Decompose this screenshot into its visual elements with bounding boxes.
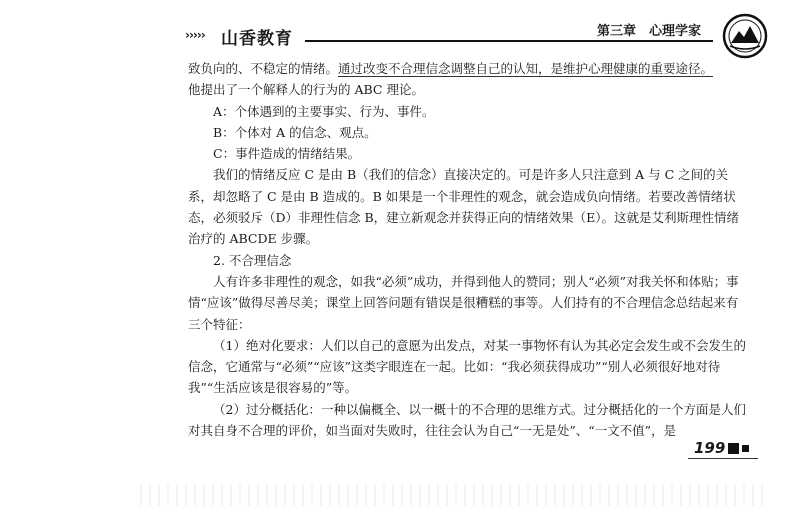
body-text [188,58,748,441]
paragraph-text: 他提出了一个解释人的行为的 ABC 理论。 [188,82,424,98]
paragraph-text: （2）过分概括化：一种以偏概全、以一概十的不合理的思维方式。过分概括化的一个方面是人们对其自身不合理的评价，如当面对失败时，往往会认为自己“一无是处”、“一文不值”，是 [188,401,746,439]
paragraph-text: 我们的情绪反应 C 是由 B（我们的信念）直接决定的。可是许多人只注意到 A 与 C 之间的关系，却忽略了 C 是由 B 造成的。B 如果是一个非理性的观念，就会造成负向情绪。若要改善情绪状态，必须驳斥（D）非理性信念 B，建立新观念并获得正向的情绪效果（E）。这就是艾利斯理性情绪治疗的 ABCDE 步骤。 [188,167,740,247]
paragraph-text: A：个体遇到的主要事实、行为、事件。 [213,103,435,119]
page-marker-small-icon [742,445,749,452]
paragraph [188,122,748,143]
header-chapter: 第三章 心理学家 [597,24,702,39]
paragraph [188,79,748,100]
paragraph [188,399,748,442]
paragraph [188,164,748,249]
paragraph [188,143,748,164]
publisher-logo-icon [721,12,769,60]
page-number-rule [688,458,758,459]
paragraph [188,271,748,335]
paragraph-text: 致负向的、不稳定的情绪。 [188,61,339,76]
paragraph-text: B：个体对 A 的信念、观点。 [213,124,377,140]
underlined-key-sentence: 通过改变不合理信念调整自己的认知，是维护心理健康的重要途径。 [338,61,714,76]
paragraph [188,250,748,271]
header-rule [305,40,713,42]
header-dots: ››››› [185,28,205,42]
paragraph-text: 2. 不合理信念 [213,252,292,268]
paragraph [188,58,748,79]
paragraph-text: （1）绝对化要求：人们以自己的意愿为出发点，对某一事物怀有认为其必定会发生或不会发生的信念，它通常与“必须”“应该”这类字眼连在一起。比如：“我必须获得成功”“别人必须很好地对待我”“生活应该是很容易的”等。 [188,337,746,396]
page-header [185,20,773,54]
page-number-text: 199 [694,439,726,457]
paragraph-text: 人有许多非理性的观念，如我“必须”成功，并得到他人的赞同；别人“必须”对我关怀和体贴；事情“应该”做得尽善尽美；课堂上回答问题有错误是很糟糕的事等。人们持有的不合理信念总结起来有三个特征： [188,273,739,332]
page-marker-icon [728,443,739,454]
paragraph [188,101,748,122]
page-number [694,439,749,457]
scan-noise [140,484,770,506]
paragraph-text: C：事件造成的情绪结果。 [213,146,361,162]
paragraph [188,335,748,399]
header-brand: 山香教育 [221,29,293,49]
